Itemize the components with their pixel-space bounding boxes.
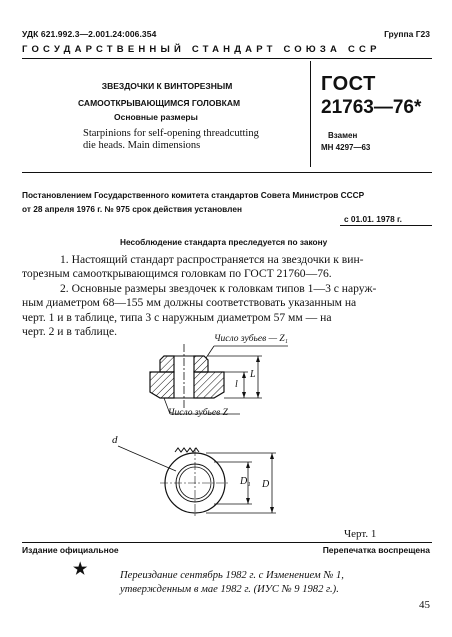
title-ru-line2: САМООТКРЫВАЮЩИМСЯ ГОЛОВКАМ [78,98,241,108]
paragraph-2-line2: ным диаметром 68—155 мм должны соответствовать указанным на [22,296,357,310]
section-view [150,344,288,414]
gost-number: 21763—76* [321,97,422,118]
reprint-line1: Переиздание сентябрь 1982 г. с Изменением № 1, [120,570,344,581]
front-view [118,446,276,518]
dim-D-label: D [262,479,270,490]
title-ru-line1: ЗВЕЗДОЧКИ К ВИНТОРЕЗНЫМ [101,81,233,91]
gost-label: ГОСТ [321,73,376,95]
page-number: 45 [419,599,430,611]
udk-code: УДК 621.992.3—2.001.24:006.354 [22,29,157,39]
paragraph-2-line3: черт. 1 и в таблице, типа 3 с наружным диаметром 57 мм — на [22,310,332,324]
paragraph-2-line1: 2. Основные размеры звездочек к головкам типов 1—3 с наруж- [60,282,377,295]
official-edition: Издание официальное [22,545,119,555]
paragraph-2-line4: черт. 2 и в таблице. [22,325,117,339]
replaces-value: МН 4297—63 [321,143,371,152]
title-en-line1: Starpinions for self-opening threadcutting [83,128,259,139]
subtitle-ru: Основные размеры [114,112,198,122]
label-teeth-z1: Число зубьев — Z₁ [214,334,288,344]
title-en-line2: die heads. Main dimensions [83,140,201,151]
dim-D1-label: D₁ [240,476,251,487]
standard-body: ГОСУДАРСТВЕННЫЙ СТАНДАРТ СОЮЗА ССР [22,44,381,55]
reprint-ban: Перепечатка воспрещена [322,545,430,555]
label-teeth-z: Число зубьев Z [168,408,228,418]
dim-l-label: l [235,379,238,390]
footer-rule [22,542,432,543]
dim-L-label: L [250,369,256,380]
penalty-notice: Несоблюдение стандарта преследуется по закону [120,237,328,247]
decree-line1: Постановлением Государственного комитета стандартов Совета Министров СССР [22,190,365,200]
dim-d-label: d [112,434,118,446]
paragraph-1-line1: 1. Настоящий стандарт распространяется на звездочки к вин- [60,253,364,266]
group-code: Группа Г23 [384,29,430,39]
reprint-line2: утвержденным в мае 1982 г. (ИУС № 9 1982 г.). [120,584,339,595]
effective-date: с 01.01. 1978 г. [344,214,402,224]
replaces-label: Взамен [328,131,358,140]
star-mark: ★ [73,561,88,578]
figure-caption: Черт. 1 [344,528,377,540]
paragraph-1-line2: торезным самооткрывающимся головкам по ГОСТ 21760—76. [22,267,332,281]
reprint-note [120,569,344,597]
decree-line2: от 28 апреля 1976 г. № 975 срок действия установлен [22,204,242,214]
